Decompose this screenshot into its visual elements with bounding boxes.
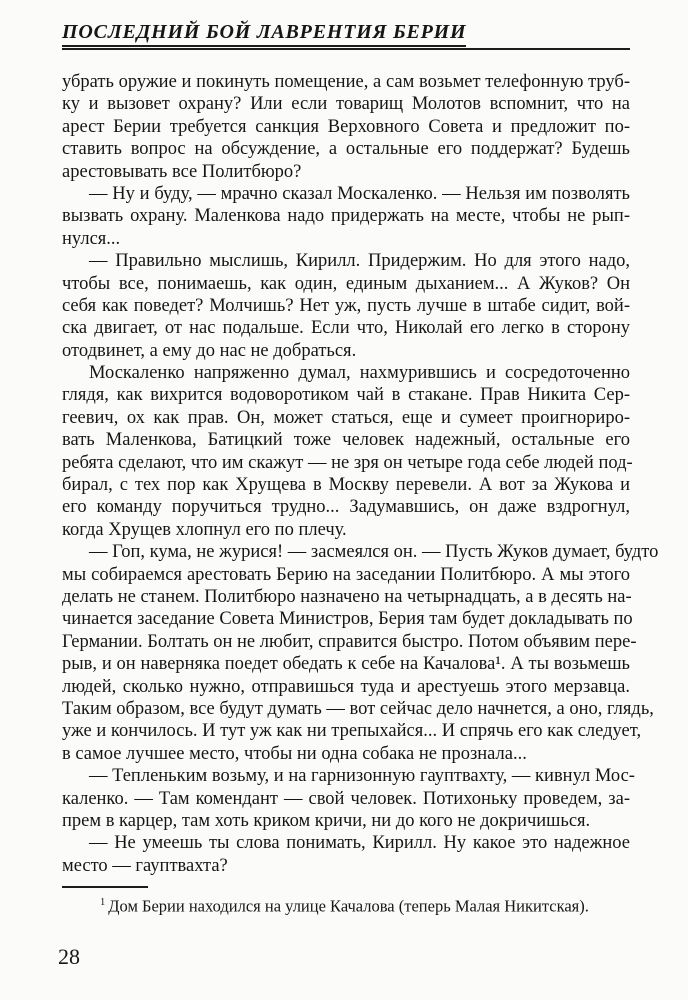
text-line: нулся... — [62, 228, 121, 249]
text-line: уже и кончилось. И тут уж как ни трепыхайся... И спрячь его как следует, — [62, 721, 642, 742]
body-text — [62, 71, 659, 877]
text-line: — Гоп, кума, не журися! — засмеялся он. — Пусть Жуков думает, будто — [89, 542, 659, 563]
text-line: каленко. — Там комендант — свой человек. Потихоньку проведем, за- — [62, 788, 630, 809]
text-line: Москаленко напряженно думал, нахмурившись и сосредоточенно — [89, 363, 630, 384]
text-line: — Не умеешь ты слова понимать, Кирилл. Ну какое это надежное — [89, 833, 630, 854]
text-line: арестовывать все Политбюро? — [62, 161, 302, 182]
text-line: прем в карцер, там хоть криком кричи, ни до кого не докричишься. — [62, 810, 591, 831]
paragraph — [62, 362, 633, 541]
text-line: в самое лучшее место, чтобы ни одна собака не прознала... — [62, 743, 527, 764]
text-line: ставить вопрос на обсуждение, а остальные его поддержат? Будешь — [62, 139, 630, 160]
text-line: мы собираемся арестовать Берию на заседании Политбюро. А мы этого — [62, 564, 630, 585]
text-line: — Тепленьким возьму, и на гарнизонную гауптвахту, — кивнул Мос- — [89, 766, 635, 787]
paragraph — [62, 765, 635, 832]
text-line: его команду поручиться трудно... Задумавшись, он даже вздрогнул, — [62, 497, 630, 518]
text-line: людей, сколько нужно, отправишься туда и арестуешь этого мерзавца. — [62, 676, 630, 697]
text-line: вызвать охрану. Маленкова надо придержать на месте, чтобы не рып- — [62, 206, 630, 227]
text-line: рыв, и он наверняка поедет обедать к себе на Качалова¹. А ты возьмешь — [62, 654, 630, 675]
text-line: бирал, с тех пор как Хрущева в Москву перевели. А вот за Жукова и — [62, 475, 630, 496]
text-line: себя как поведет? Молчишь? Нет уж, пусть лучше в штабе сидит, вой- — [62, 295, 630, 316]
text-line: убрать оружие и покинуть помещение, а сам возьмет телефонную труб- — [62, 72, 630, 92]
paragraph — [62, 250, 630, 362]
text-line: Таким образом, все будут думать — вот сейчас дело начнется, а оно, глядь, — [62, 698, 654, 719]
text-line: — Ну и буду, — мрачно сказал Москаленко. — Нельзя им позволять — [89, 183, 630, 204]
paragraph — [62, 71, 630, 183]
text-line: арест Берии требуется санкция Верховного Совета и предложит по- — [62, 116, 630, 137]
text-line: геевич, ох как прав. Он, может статься, еще и сумеет проигнориро- — [62, 407, 630, 428]
text-line: вать Маленкова, Батицкий тоже человек надежный, остальные его — [62, 430, 630, 451]
paragraph — [62, 541, 659, 765]
text-line: когда Хрущев хлопнул его по плечу. — [62, 519, 347, 540]
text-line: ребята сделают, что им скажут — не зря он четыре года себе людей под- — [62, 452, 633, 473]
page-number: 28 — [58, 944, 80, 969]
footnote — [62, 892, 630, 917]
text-line: чинается заседание Совета Министров, Берия там будет докладывать по — [62, 609, 633, 630]
running-header — [62, 21, 630, 50]
chapter-title: ПОСЛЕДНИЙ БОЙ ЛАВРЕНТИЯ БЕРИИ — [62, 21, 466, 47]
footnote-separator — [62, 886, 148, 888]
footnote-marker: 1 — [100, 897, 106, 909]
text-line: — Правильно мыслишь, Кирилл. Придержим. Но для этого надо, — [89, 251, 630, 272]
text-line: делать не станем. Политбюро назначено на четырнадцать, а в десять на- — [62, 586, 632, 607]
footnote-text: Дом Берии находился на улице Качалова (теперь Малая Никитская). — [108, 896, 589, 916]
text-line: глядя, как вихрится водоворотиком чай в стакане. Прав Никита Сер- — [62, 385, 630, 406]
text-line: чтобы все, понимаешь, как один, единым дыханием... А Жуков? Он — [62, 273, 630, 294]
paragraph — [62, 183, 630, 250]
paragraph — [62, 832, 630, 877]
text-line: ку и вызовет охрану? Или если товарищ Молотов вспомнит, что на — [62, 94, 630, 115]
text-line: отодвинет, а ему до нас не добраться. — [62, 340, 357, 361]
text-line: место — гауптвахта? — [62, 855, 228, 876]
text-line: ска двигает, от нас подальше. Если что, Николай его легко в сторону — [62, 318, 630, 339]
text-line: Германии. Болтать он не любит, справится быстро. Потом объявим пере- — [62, 631, 637, 652]
